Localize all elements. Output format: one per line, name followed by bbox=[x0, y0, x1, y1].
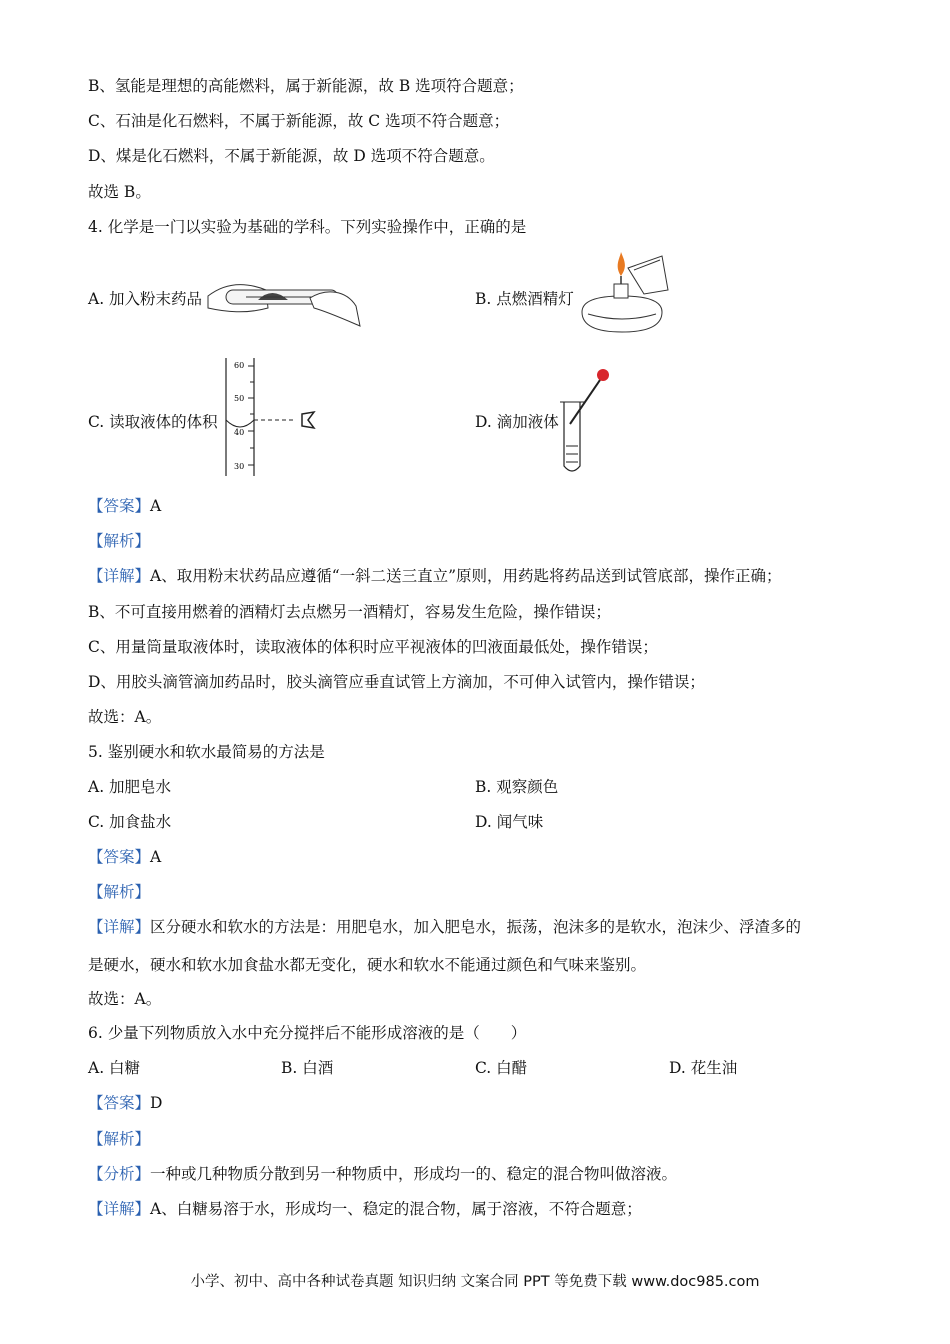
analysis-tag: 【解析】 bbox=[88, 1130, 151, 1148]
powder-addition-illustration bbox=[206, 268, 362, 330]
option-a: A. 加入粉末药品 bbox=[88, 290, 203, 308]
detail-line: B、不可直接用燃着的酒精灯去点燃另一酒精灯，容易发生危险，操作错误； bbox=[88, 603, 611, 621]
page-footer: 小学、初中、高中各种试卷真题 知识归纳 文案合同 PPT 等免费下载 www.doc985.com bbox=[190, 1274, 760, 1290]
analysis-tag: 【解析】 bbox=[88, 883, 151, 901]
option-b: B. 点燃酒精灯 bbox=[475, 290, 574, 308]
fenxi-line: 【分析】一种或几种物质分散到另一种物质中，形成均一的、稳定的混合物叫做溶液。 bbox=[88, 1165, 678, 1183]
option-d: D. 闻气味 bbox=[475, 813, 544, 831]
option-d: D. 滴加液体 bbox=[475, 413, 559, 431]
option-c: C. 白醋 bbox=[475, 1059, 528, 1077]
option-b: B. 白酒 bbox=[281, 1059, 334, 1077]
tick-label: 60 bbox=[234, 361, 245, 370]
question-stem: 5. 鉴别硬水和软水最简易的方法是 bbox=[88, 743, 325, 761]
detail-line: C、用量筒量取液体时，读取液体的体积时应平视液体的凹液面最低处，操作错误； bbox=[88, 638, 658, 656]
tick-label: 30 bbox=[234, 462, 245, 471]
graduated-cylinder-illustration bbox=[222, 356, 322, 478]
tick-label: 40 bbox=[234, 428, 245, 437]
detail-line: 【详解】区分硬水和软水的方法是：用肥皂水，加入肥皂水，振荡，泡沫多的是软水，泡沫少、浮渣多的 bbox=[88, 918, 802, 936]
detail-line: 【详解】A、白糖易溶于水，形成均一、稳定的混合物，属于溶液，不符合题意； bbox=[88, 1200, 642, 1218]
option-c: C. 加食盐水 bbox=[88, 813, 172, 831]
text-line: C、石油是化石燃料，不属于新能源，故 C 选项不符合题意； bbox=[88, 112, 510, 130]
text-line: D、煤是化石燃料，不属于新能源，故 D 选项不符合题意。 bbox=[88, 147, 495, 165]
option-c: C. 读取液体的体积 bbox=[88, 413, 218, 431]
analysis-tag: 【解析】 bbox=[88, 532, 151, 550]
detail-line: 是硬水，硬水和软水加食盐水都无变化，硬水和软水不能通过颜色和气味来鉴别。 bbox=[88, 956, 647, 974]
answer-line: 【答案】A bbox=[88, 848, 162, 866]
tick-label: 50 bbox=[234, 394, 245, 403]
detail-line: 故选：A。 bbox=[88, 990, 162, 1008]
question-stem: 4. 化学是一门以实验为基础的学科。下列实验操作中，正确的是 bbox=[88, 218, 527, 236]
option-a: A. 白糖 bbox=[88, 1059, 141, 1077]
dropper-illustration bbox=[556, 366, 616, 478]
detail-line: 【详解】A、取用粉末状药品应遵循“一斜二送三直立”原则，用药匙将药品送到试管底部，操作正确； bbox=[88, 567, 782, 585]
text-line: 故选 B。 bbox=[88, 183, 151, 201]
detail-line: 故选：A。 bbox=[88, 708, 162, 726]
alcohol-lamp-illustration bbox=[578, 250, 670, 338]
option-b: B. 观察颜色 bbox=[475, 778, 559, 796]
text-line: B、氢能是理想的高能燃料，属于新能源，故 B 选项符合题意； bbox=[88, 77, 524, 95]
option-d: D. 花生油 bbox=[669, 1059, 738, 1077]
answer-line: 【答案】D bbox=[88, 1094, 163, 1112]
question-stem: 6. 少量下列物质放入水中充分搅拌后不能形成溶液的是（ ） bbox=[88, 1024, 527, 1042]
option-a: A. 加肥皂水 bbox=[88, 778, 172, 796]
detail-line: D、用胶头滴管滴加药品时，胶头滴管应垂直试管上方滴加，不可伸入试管内，操作错误； bbox=[88, 673, 705, 691]
answer-line: 【答案】A bbox=[88, 497, 162, 515]
